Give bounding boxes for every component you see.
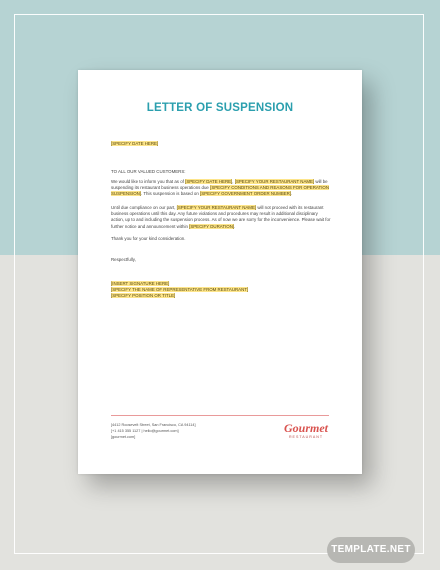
closing-line: Respectfully, bbox=[111, 257, 136, 262]
position-title-placeholder: [SPECIFY POSITION OR TITLE] bbox=[111, 293, 176, 299]
paragraph-1 bbox=[111, 179, 331, 198]
p2-text: . bbox=[234, 223, 236, 229]
logo-tagline: RESTAURANT bbox=[288, 435, 324, 439]
p1-placeholder: [SPECIFY YOUR RESTAURANT NAME] bbox=[234, 179, 315, 184]
p2-placeholder: [SPECIFY DURATION] bbox=[189, 223, 235, 229]
gourmet-logo bbox=[276, 422, 336, 439]
footer-website: [gourmet.com] bbox=[111, 434, 136, 439]
p1-text: We would like to inform you that as of bbox=[111, 179, 186, 184]
thanks-line: Thank you for your kind consideration. bbox=[111, 236, 186, 241]
p1-text: . This suspension is based on bbox=[141, 191, 200, 197]
signature-placeholder: [INSERT SIGNATURE HERE] bbox=[111, 281, 170, 286]
p2-text: will not proceed with its restaurant business operations until this day. Any future violations and procedures may result in additional disciplinary action, up to and including the suspension process. As of now we are sorry for the inconvenience. Please wait for further notice and announcement within bbox=[111, 205, 331, 229]
signature-block bbox=[111, 281, 331, 300]
p1-placeholder: [SPECIFY GOVERNMENT ORDER NUMBER] bbox=[200, 191, 292, 197]
p2-placeholder: [SPECIFY YOUR RESTAURANT NAME] bbox=[176, 205, 257, 210]
representative-name-placeholder: [SPECIFY THE NAME OF REPRESENTATIVE FROM RESTAURANT] bbox=[111, 287, 249, 293]
paragraph-2 bbox=[111, 205, 331, 230]
date-line bbox=[111, 141, 331, 147]
document-title: LETTER OF SUSPENSION bbox=[146, 102, 294, 114]
p1-text: . bbox=[291, 191, 293, 197]
date-placeholder: [SPECIFY DATE HERE] bbox=[111, 141, 159, 146]
footer-contact bbox=[111, 423, 251, 440]
footer-divider bbox=[111, 415, 329, 416]
p1-text: , bbox=[232, 179, 235, 184]
footer-phone-email: [+1 415 355 1127 | hello@gourmet.com] bbox=[111, 428, 179, 433]
document-page bbox=[78, 70, 362, 474]
p2-text: Until due compliance on our part, bbox=[111, 205, 177, 210]
template-net-watermark: TEMPLATE.NET bbox=[327, 537, 415, 563]
footer-address: [4412 Roosevelt Street, San Francisco, CA 94114] bbox=[111, 423, 196, 427]
salutation: TO ALL OUR VALUED CUSTOMERS: bbox=[111, 169, 186, 174]
logo-name: Gourmet bbox=[283, 421, 328, 435]
p1-placeholder: [SPECIFY DATE HERE] bbox=[185, 179, 233, 184]
p1-placeholder: [SPECIFY CONDITIONS AND REASONS FOR OPERATION SUSPENSION] bbox=[111, 185, 329, 197]
p1-text: will be suspending its restaurant business operations due bbox=[111, 179, 328, 191]
